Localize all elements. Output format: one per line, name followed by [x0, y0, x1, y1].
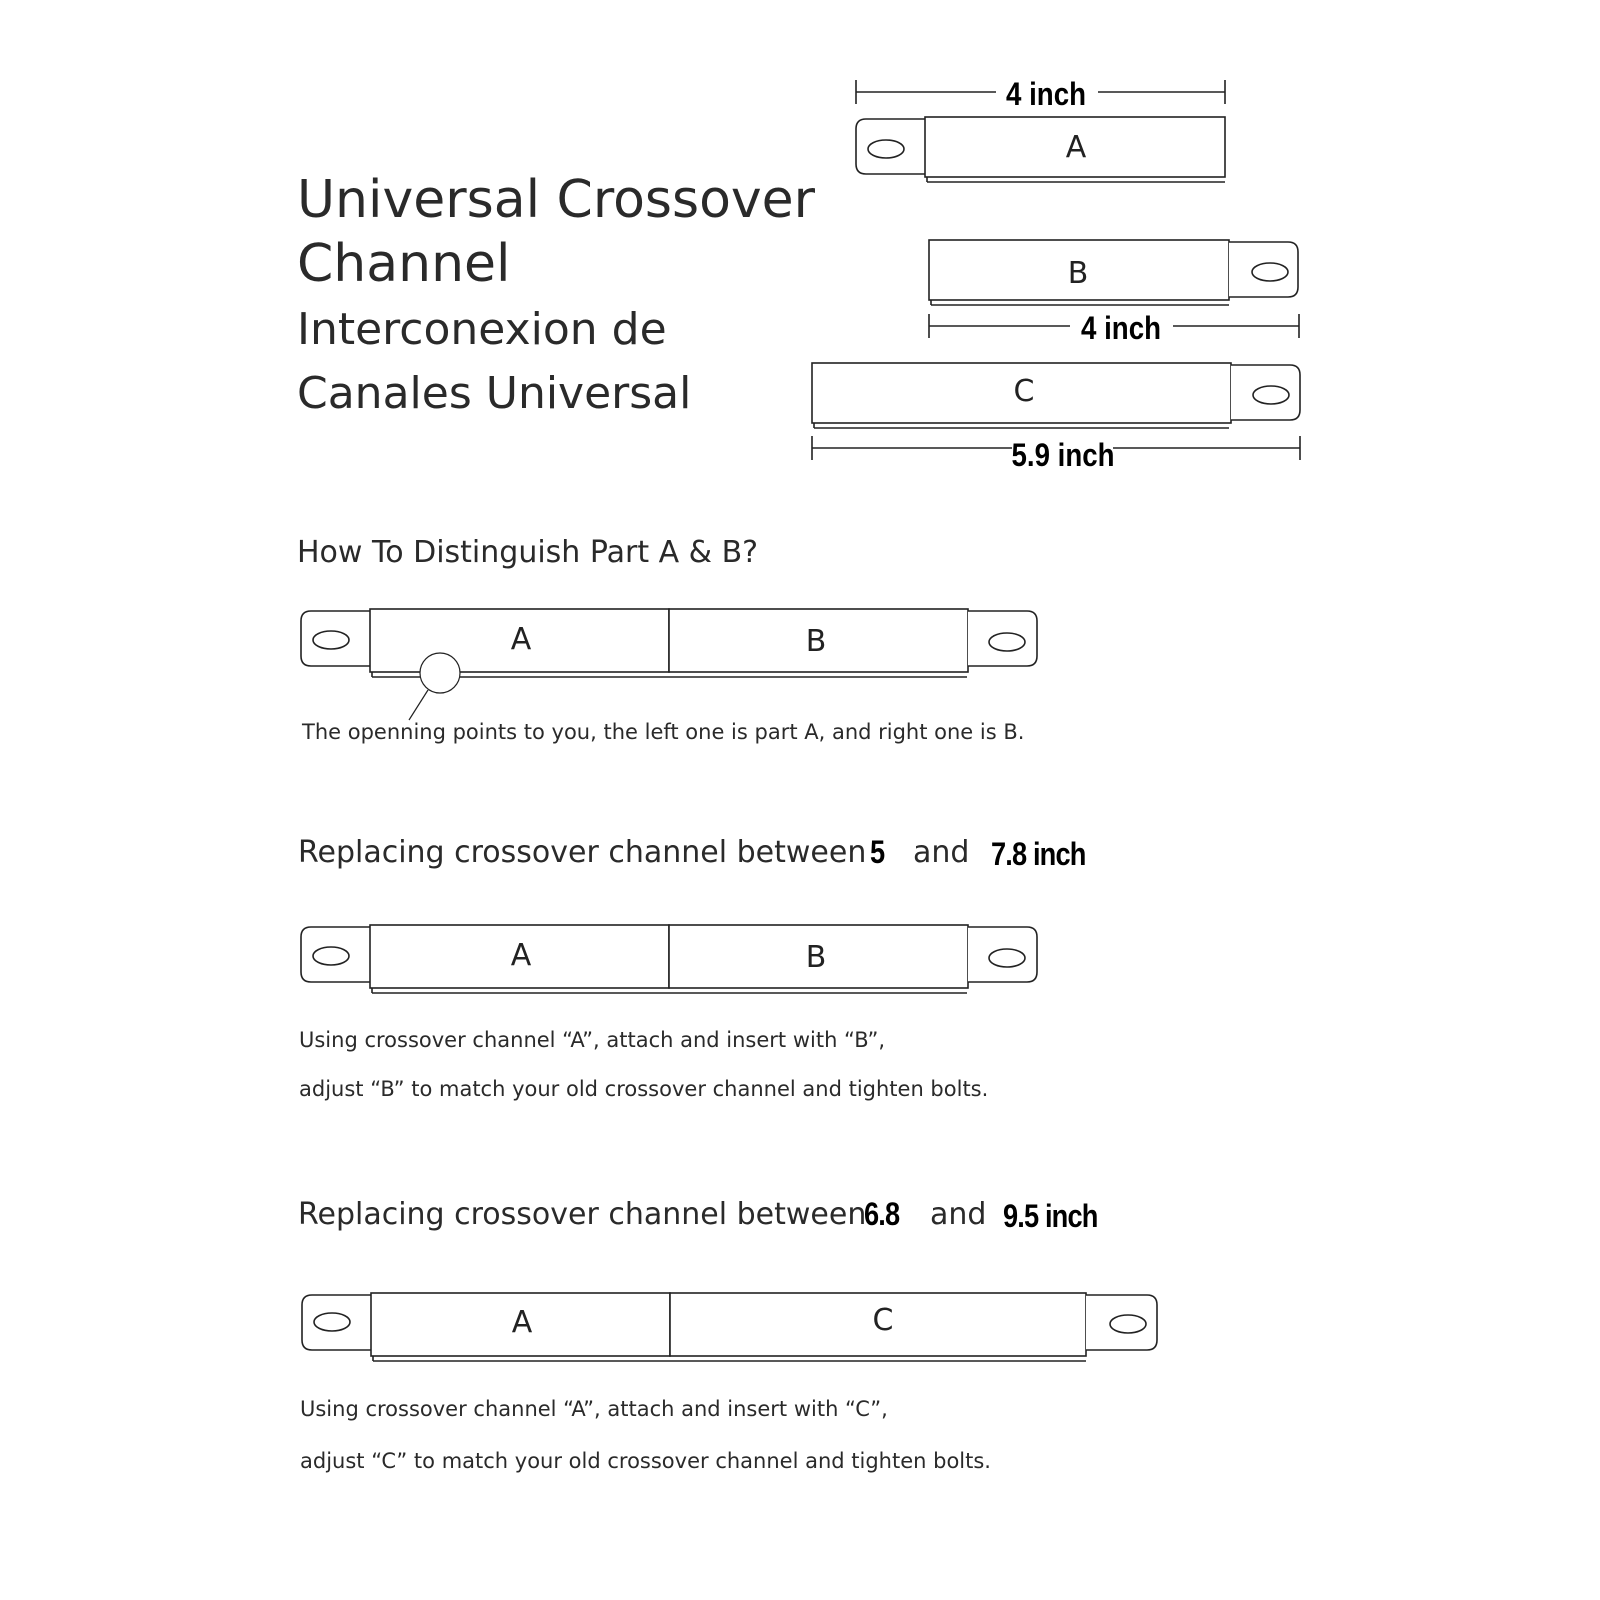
distinguish-caption: The openning points to you, the left one is part A, and right one is B. — [302, 720, 1025, 744]
distinguish-b-label: B — [805, 624, 827, 659]
part-c-label: C — [1013, 374, 1035, 409]
range2-caption-2: adjust “C” to match your old crossover channel and tighten bolts. — [300, 1449, 991, 1473]
part-a-label: A — [1065, 130, 1087, 165]
range1-caption-1: Using crossover channel “A”, attach and insert with “B”, — [299, 1028, 886, 1052]
distinguish-diagram — [301, 609, 1037, 720]
range1-min: 5 — [870, 834, 885, 870]
part-b-label: B — [1067, 256, 1089, 291]
distinguish-heading: How To Distinguish Part A & B? — [297, 535, 759, 570]
range2-caption-1: Using crossover channel “A”, attach and insert with “C”, — [300, 1397, 888, 1421]
range2-max: 9.5 inch — [1003, 1198, 1098, 1234]
range1-diagram — [301, 925, 1037, 993]
range1-caption-2: adjust “B” to match your old crossover channel and tighten bolts. — [299, 1077, 989, 1101]
title-line-2: Channel — [297, 234, 511, 294]
range2-c-label: C — [872, 1303, 894, 1338]
range2-and: and — [930, 1197, 987, 1232]
range2-heading: Replacing crossover channel between — [298, 1197, 867, 1232]
subtitle-line-1: Interconexion de — [297, 304, 667, 355]
part-b-length: 4 inch — [1081, 310, 1161, 346]
subtitle-line-2: Canales Universal — [297, 368, 692, 419]
range1-max: 7.8 inch — [991, 836, 1086, 872]
range1-and: and — [913, 835, 970, 870]
distinguish-a-label: A — [510, 622, 532, 657]
range2-min: 6.8 — [864, 1196, 900, 1232]
part-a-length: 4 inch — [1006, 76, 1086, 112]
range1-a-label: A — [510, 938, 532, 973]
range1-heading: Replacing crossover channel between — [298, 835, 867, 870]
range2-diagram — [302, 1293, 1157, 1361]
range2-a-label: A — [511, 1305, 533, 1340]
range1-b-label: B — [805, 940, 827, 975]
title-line-1: Universal Crossover — [297, 170, 816, 230]
part-c-length: 5.9 inch — [1011, 437, 1115, 473]
